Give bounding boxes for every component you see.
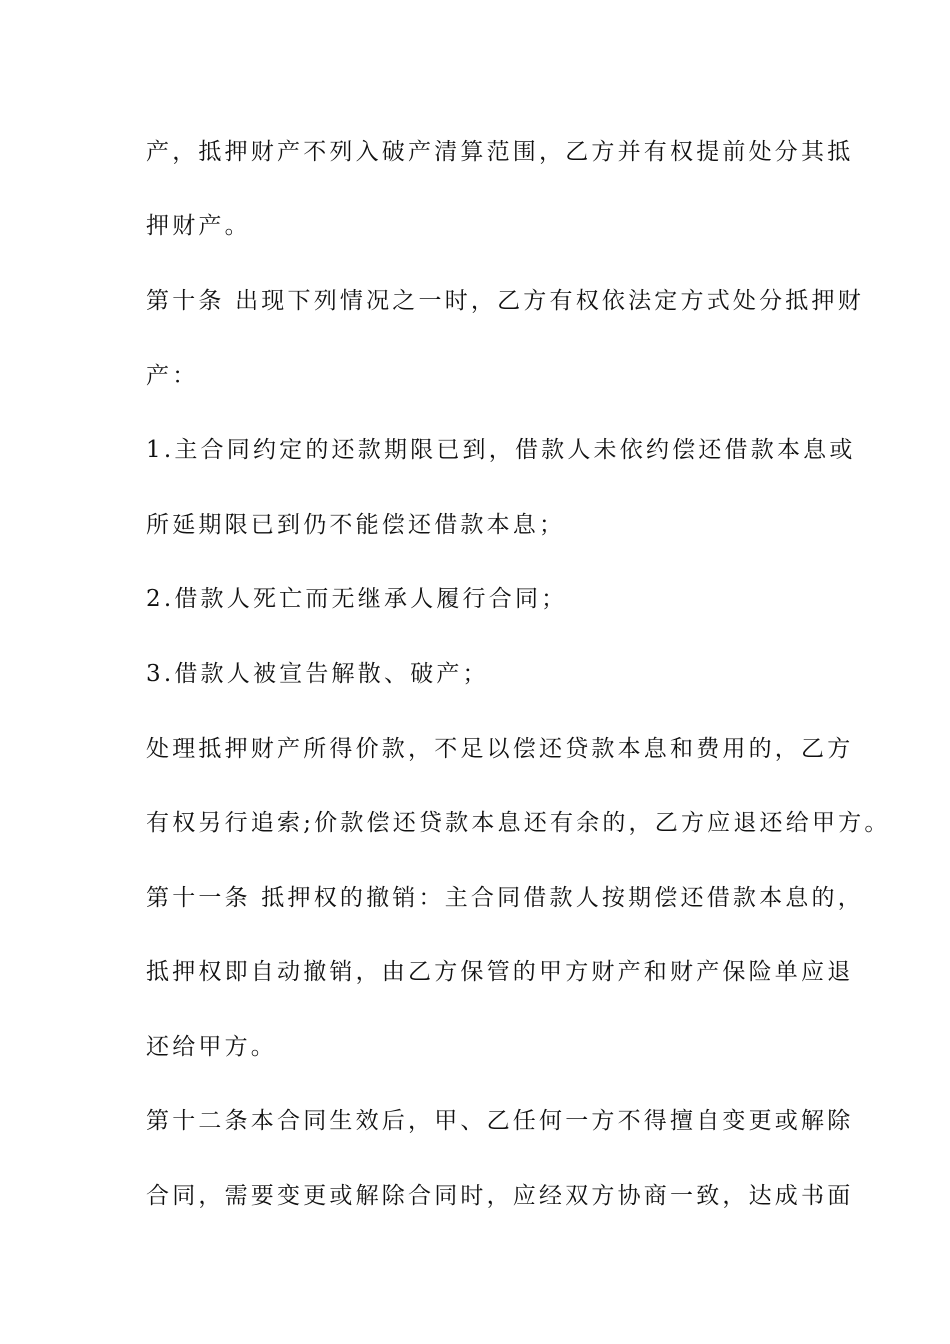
article-10-heading-line: 第十条 出现下列情况之一时，乙方有权依法定方式处分抵押财 <box>146 288 864 314</box>
text-line: 押财产。 <box>146 213 251 239</box>
text-line: 抵押权即自动撤销，由乙方保管的甲方财产和财产保险单应退 <box>146 959 854 985</box>
text-line: 产，抵押财产不列入破产清算范围，乙方并有权提前处分其抵 <box>146 139 854 165</box>
text-line: 有权另行追索;价款偿还贷款本息还有余的，乙方应退还给甲方。 <box>146 810 891 836</box>
text-line: 合同，需要变更或解除合同时，应经双方协商一致，达成书面 <box>146 1183 854 1209</box>
list-item-1-line: 1.主合同约定的还款期限已到，借款人未依约偿还借款本息或 <box>146 437 856 463</box>
list-item-2-line: 2.借款人死亡而无继承人履行合同； <box>146 586 568 612</box>
text-line: 所延期限已到仍不能偿还借款本息； <box>146 512 566 538</box>
article-12-heading-line: 第十二条本合同生效后，甲、乙任何一方不得擅自变更或解除 <box>146 1108 854 1134</box>
text-line: 产： <box>146 363 199 389</box>
article-11-heading-line: 第十一条 抵押权的撤销：主合同借款人按期偿还借款本息的， <box>146 885 864 911</box>
text-line: 处理抵押财产所得价款，不足以偿还贷款本息和费用的，乙方 <box>146 736 854 762</box>
list-item-3-line: 3.借款人被宣告解散、破产； <box>146 661 489 687</box>
text-line: 还给甲方。 <box>146 1034 277 1060</box>
